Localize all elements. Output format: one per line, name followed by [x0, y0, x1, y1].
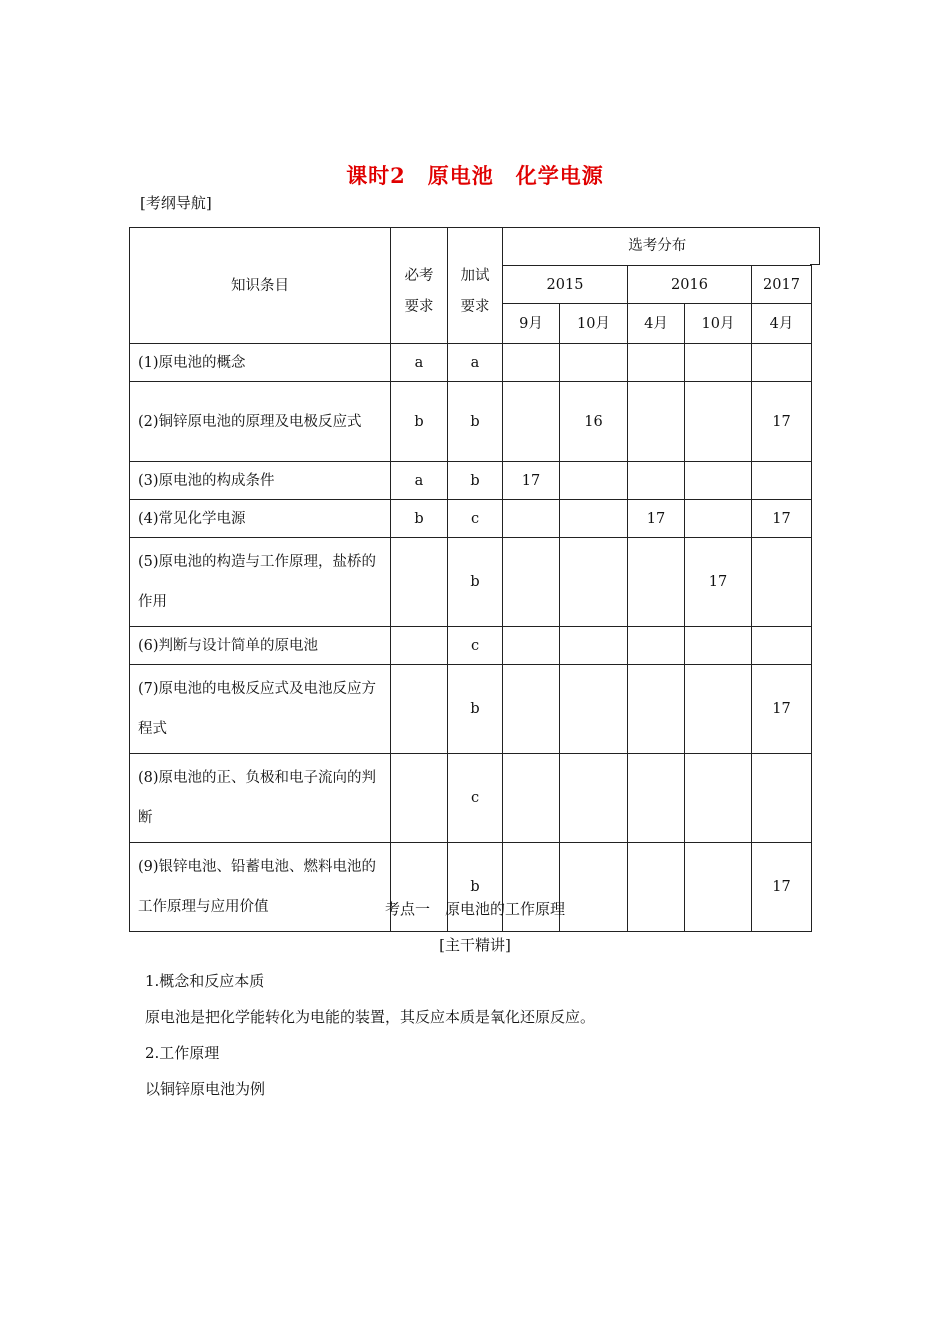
row-cell	[752, 754, 812, 843]
row-cell	[628, 665, 685, 754]
header-month: 10月	[560, 304, 628, 344]
distribution-header-frame	[502, 227, 820, 265]
header-jiashi-line2: 要求	[460, 298, 490, 315]
row-bikao: a	[391, 462, 448, 500]
row-cell	[685, 344, 752, 382]
section-title: 考点一 原电池的工作原理	[384, 900, 565, 918]
paragraph-concept: 原电池是把化学能转化为电能的装置，其反应本质是氧化还原反应。	[145, 1008, 596, 1026]
row-cell: 17	[503, 462, 560, 500]
row-cell: 17	[752, 382, 812, 462]
table-row	[130, 382, 812, 462]
row-cell	[628, 462, 685, 500]
row-bikao	[391, 627, 448, 665]
row-jiashi: b	[448, 382, 503, 462]
row-cell	[685, 754, 752, 843]
row-bikao: b	[391, 382, 448, 462]
row-bikao: a	[391, 344, 448, 382]
row-cell	[503, 538, 560, 627]
row-cell	[560, 754, 628, 843]
row-cell	[560, 500, 628, 538]
row-cell: 16	[560, 382, 628, 462]
header-bikao-line1: 必考	[404, 267, 434, 284]
row-cell	[503, 665, 560, 754]
row-item: (3)原电池的构成条件	[130, 462, 391, 500]
header-month: 4月	[628, 304, 685, 344]
row-cell	[503, 382, 560, 462]
row-cell: 17	[685, 538, 752, 627]
row-cell	[560, 462, 628, 500]
row-jiashi: c	[448, 754, 503, 843]
row-cell	[752, 538, 812, 627]
table-row	[130, 500, 812, 538]
table-row	[130, 462, 812, 500]
row-jiashi: b	[448, 843, 503, 932]
row-cell	[685, 627, 752, 665]
header-item: 知识条目	[130, 228, 391, 344]
row-cell	[628, 754, 685, 843]
row-jiashi: c	[448, 500, 503, 538]
header-month: 4月	[752, 304, 812, 344]
row-cell	[685, 500, 752, 538]
row-cell: 17	[752, 843, 812, 932]
row-jiashi: b	[448, 665, 503, 754]
row-cell: 17	[628, 500, 685, 538]
row-cell	[628, 627, 685, 665]
row-jiashi: b	[448, 538, 503, 627]
row-cell: 17	[752, 500, 812, 538]
header-bikao	[391, 228, 448, 344]
header-year-2017: 2017	[752, 266, 812, 304]
row-cell	[685, 665, 752, 754]
lesson-title: 课时2 原电池 化学电源	[346, 163, 604, 188]
header-month: 9月	[503, 304, 560, 344]
row-bikao: b	[391, 500, 448, 538]
row-cell	[752, 462, 812, 500]
row-item: (9)银锌电池、铅蓄电池、燃料电池的工作原理与应用价值	[130, 843, 391, 932]
row-item: (5)原电池的构造与工作原理，盐桥的作用	[130, 538, 391, 627]
row-cell	[560, 344, 628, 382]
row-cell	[685, 462, 752, 500]
row-cell	[752, 344, 812, 382]
row-cell	[560, 665, 628, 754]
row-cell	[503, 344, 560, 382]
row-cell	[628, 382, 685, 462]
row-bikao	[391, 538, 448, 627]
heading-concept: 1.概念和反应本质	[145, 972, 265, 990]
row-jiashi: b	[448, 462, 503, 500]
header-jiashi	[448, 228, 503, 344]
header-year-2015: 2015	[503, 266, 628, 304]
header-distribution: 选考分布	[503, 228, 812, 266]
row-jiashi: c	[448, 627, 503, 665]
sub-title: [主干精讲]	[439, 936, 511, 954]
header-month: 10月	[685, 304, 752, 344]
row-item: (4)常见化学电源	[130, 500, 391, 538]
paragraph-example: 以铜锌原电池为例	[145, 1080, 266, 1098]
syllabus-table	[129, 227, 812, 932]
table-row	[130, 344, 812, 382]
row-cell	[628, 538, 685, 627]
row-cell	[560, 538, 628, 627]
heading-principle: 2.工作原理	[145, 1044, 220, 1062]
row-cell	[752, 627, 812, 665]
distribution-header-edge	[810, 264, 820, 265]
row-bikao	[391, 665, 448, 754]
row-item: (6)判断与设计简单的原电池	[130, 627, 391, 665]
header-bikao-line2: 要求	[404, 298, 434, 315]
syllabus-nav-label: [考纲导航]	[140, 194, 212, 212]
row-item: (1)原电池的概念	[130, 344, 391, 382]
row-item: (2)铜锌原电池的原理及电极反应式	[130, 382, 391, 462]
row-cell: 17	[752, 665, 812, 754]
row-cell	[685, 382, 752, 462]
syllabus-table-wrap	[129, 227, 812, 932]
row-cell	[560, 627, 628, 665]
row-cell	[503, 754, 560, 843]
table-row	[130, 665, 812, 754]
row-jiashi: a	[448, 344, 503, 382]
row-bikao	[391, 754, 448, 843]
row-cell	[503, 627, 560, 665]
row-cell	[628, 344, 685, 382]
row-cell	[503, 500, 560, 538]
table-row	[130, 627, 812, 665]
table-row	[130, 754, 812, 843]
header-year-2016: 2016	[628, 266, 752, 304]
row-item: (7)原电池的电极反应式及电池反应方程式	[130, 665, 391, 754]
row-item: (8)原电池的正、负极和电子流向的判断	[130, 754, 391, 843]
header-jiashi-line1: 加试	[460, 267, 490, 284]
table-row	[130, 538, 812, 627]
